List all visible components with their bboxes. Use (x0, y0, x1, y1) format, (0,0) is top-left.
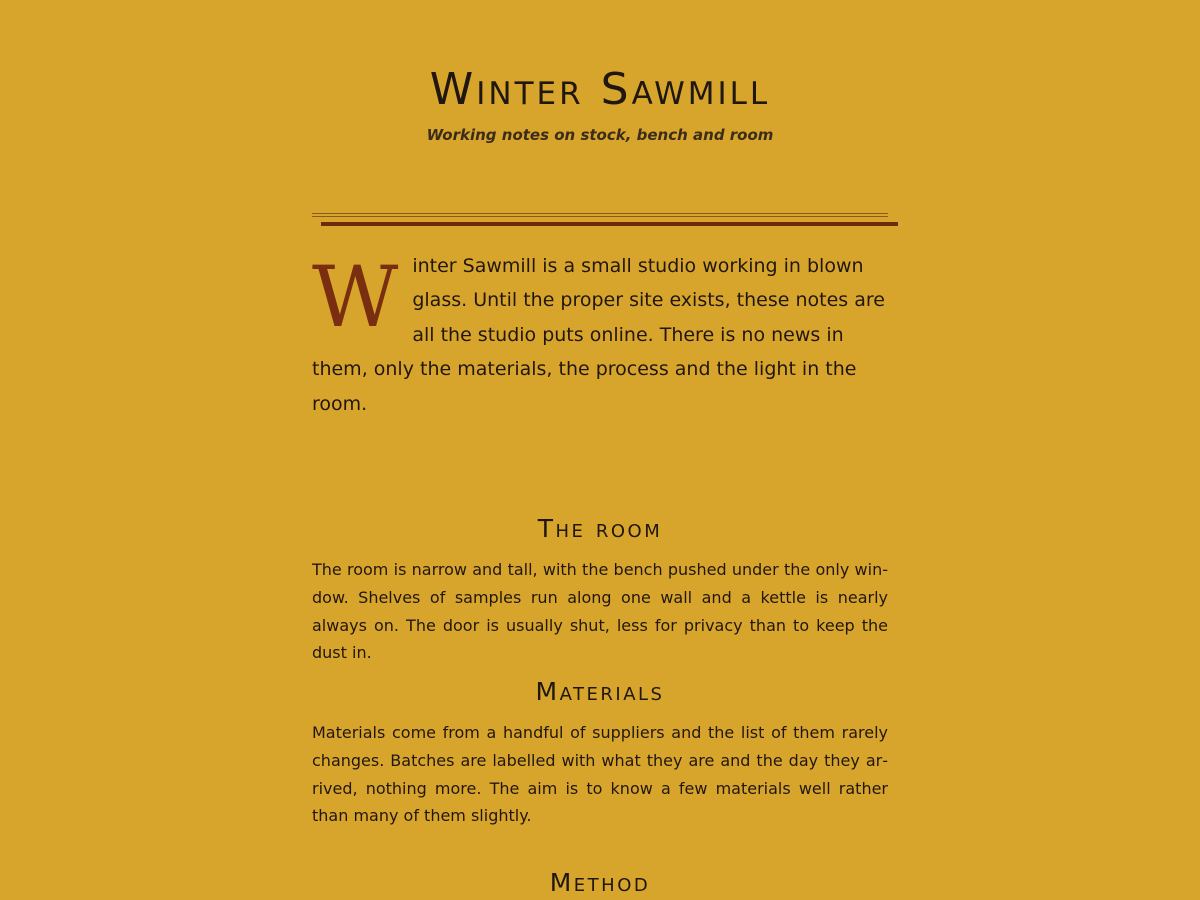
site-tagline: Working notes on stock, bench and room (426, 126, 774, 144)
header-rule-thin-bottom (312, 216, 888, 217)
section-heading-materials: Materials (535, 677, 665, 706)
section-heading-the-room: The room (537, 514, 663, 543)
intro-text: inter Sawmill is a small studio working in blown glass. Until the proper site exists, these notes are all the studio puts online. There is no news in them, only the materials, the process and the light in the room. (312, 255, 885, 415)
header-rule-thick (321, 222, 898, 226)
header-rule-thin-top (312, 213, 888, 214)
intro-paragraph (312, 249, 888, 421)
section-body-the-room: The room is narrow and tall, with the bench pushed under the only window. Shelves of samples run along one wall and a kettle is nearly always on. The door is usually shut, less for privacy than to keep the dust in. (312, 560, 888, 663)
intro-dropcap: W (312, 248, 399, 346)
section-body-materials: Materials come from a handful of suppliers and the list of them rarely changes. Batches are labelled with what they are and the day they arrived, nothing more. The aim is to know a few materials well rather than many of them slightly. (312, 723, 888, 826)
section-heading-method: Method (549, 868, 651, 897)
masthead (0, 64, 1200, 146)
site-title: Winter Sawmill (429, 64, 771, 115)
